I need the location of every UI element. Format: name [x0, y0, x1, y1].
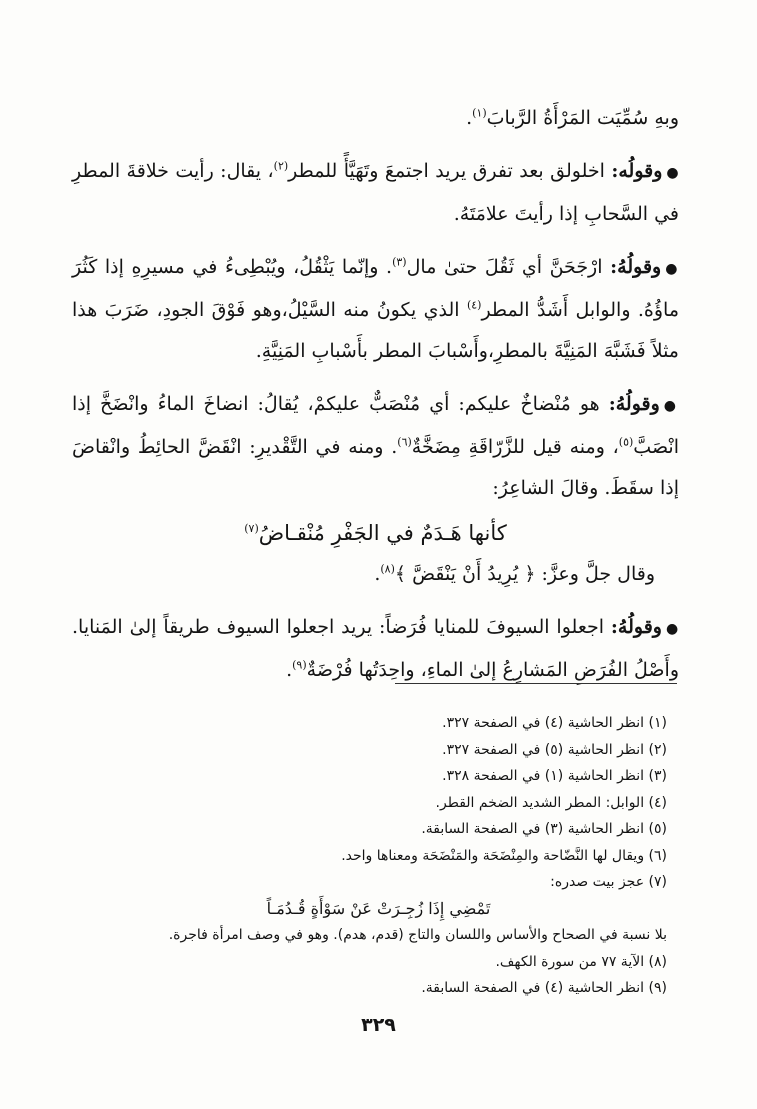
footnote-continuation: بلا نسبة في الصحاح والأساس واللسان والتاج (قدم، هدم). وهو في وصف امرأة فاجرة. [168, 927, 667, 943]
footnote-ref: (٧) [244, 522, 259, 535]
footnote-divider [395, 683, 677, 684]
text-run: وقال جلَّ وعزَّ: ﴿ يُرِيدُ أَنْ يَنْقَضَّ ﴾ [394, 563, 655, 585]
paragraph-0 [72, 98, 679, 139]
text-run: اخلولق بعد تفرق يريد اجتمعَ وتَهَيَّأً للمطر [288, 160, 612, 182]
poem-line [72, 513, 679, 554]
footnote-ref: (٥) [618, 435, 634, 449]
footnote: (٥) انظر الحاشية (٣) في الصفحة السابقة. [421, 821, 667, 837]
page-number: ٣٢٩ [361, 1014, 396, 1036]
paragraph-label: وقولُهُ: [610, 256, 662, 278]
text-run: . [286, 659, 293, 681]
paragraph-label: وقولُه: [611, 160, 663, 182]
paragraph-4 [72, 607, 679, 691]
footnote: (١) انظر الحاشية (٤) في الصفحة ٣٢٧. [442, 715, 667, 731]
bullet-icon: ● [663, 398, 679, 414]
text-run: ارْجَحَنَّ أي ثَقُلَ حتىٰ مال [406, 256, 611, 278]
footnote-ref: (٣) [392, 255, 407, 269]
bullet-icon: ● [665, 621, 680, 637]
text-run: . [466, 107, 473, 129]
text-run: هو مُنْضاخٌ عليكم: أي مُنْصَبٌّ عليكمْ، يُقالُ: انضاخَ الماءُ وانْضَخَّ إذا انْصَبَّ [72, 393, 679, 458]
footnote-ref: (١) [472, 106, 487, 120]
footnote: (٧) عجز بيت صدره: [550, 874, 667, 890]
footnote: (٦) ويقال لها النَّضّاحة والمِنْضَحَة والمَنْضَحَة ومعناها واحد. [341, 847, 667, 864]
paragraph-1 [72, 151, 679, 235]
footnote: (٣) انظر الحاشية (١) في الصفحة ٣٢٨. [442, 768, 667, 784]
poem-text: كأنها هَـدَمٌ في الجَفْرِ مُنْقـاضُ [258, 521, 507, 545]
paragraph-label: وقولُهُ: [610, 616, 662, 638]
text-run: وبهِ سُمِّيَت المَرْأَةُ الرَّبابَ [486, 107, 679, 129]
paragraph-3 [72, 384, 679, 509]
quran-quote [72, 554, 679, 595]
footnote-ref: (٦) [397, 435, 412, 449]
text-run: الذي يكونُ منه السَّيْلُ،وهو فَوْقَ الجودِ، ضَرَبَ هذا مثلاً فَشَبَّهَ المَنِيَّةَ بالمطرِ،وأَسْبابَ المطر بأَسْبابِ المَنِيَّةِ. [72, 299, 679, 362]
text-run: اجعلوا السيوفَ للمنايا فُرَضاً: يريد اجعلوا السيوف طريقاً إلىٰ المَنايا. وأَصْلُ الفُرَضِ المَشارِعُ إلىٰ الماءِ، واحِدَتُها فُرْضَةٌ [72, 616, 679, 681]
footnote-verse: تَمْضِي إِذَا زُجِـرَتْ عَنْ سَوْأَةٍ قُـدُمَـاً [266, 898, 491, 918]
text-run: . وإنّما يَثْقُلُ، ويُبْطِىءُ في مسيرِهِ إذا كَثُرَ ماؤُهُ. والوابل أَشَدُّ المطر [72, 256, 679, 321]
text-run: . ومنه في التَّقْديرِ: انْقَضَّ الحائِطُ وانْقاضَ إذا سقَطَ. وقالَ الشاعِرُ: [72, 436, 679, 499]
footnote-ref: (٢) [273, 159, 289, 173]
footnote-ref: (٨) [380, 562, 395, 576]
text-run: . [374, 563, 381, 585]
bullet-icon: ● [665, 261, 679, 277]
footnote-ref: (٤) [466, 298, 482, 312]
paragraph-label: وقولُهُ: [608, 393, 660, 415]
paragraph-2 [72, 247, 679, 372]
footnote: (٩) انظر الحاشية (٤) في الصفحة السابقة. [421, 980, 667, 996]
main-text [72, 98, 679, 703]
footnotes [90, 710, 667, 1002]
footnote: (٢) انظر الحاشية (٥) في الصفحة ٣٢٧. [442, 741, 667, 758]
text-run: ، يقال: رأيت خلاقةَ المطرِ في السَّحابِ إذا رأيتَ علامَتَهُ. [72, 160, 679, 225]
footnote: (٨) الآية ٧٧ من سورة الكهف. [495, 953, 667, 970]
footnote-ref: (٩) [292, 658, 307, 672]
footnote: (٤) الوابل: المطر الشديد الضخم القطر. [435, 794, 667, 811]
bullet-icon: ● [666, 165, 680, 181]
text-run: ، ومنه قيل للزَّرّاقَةِ مِضَخَّةٌ [411, 436, 619, 458]
